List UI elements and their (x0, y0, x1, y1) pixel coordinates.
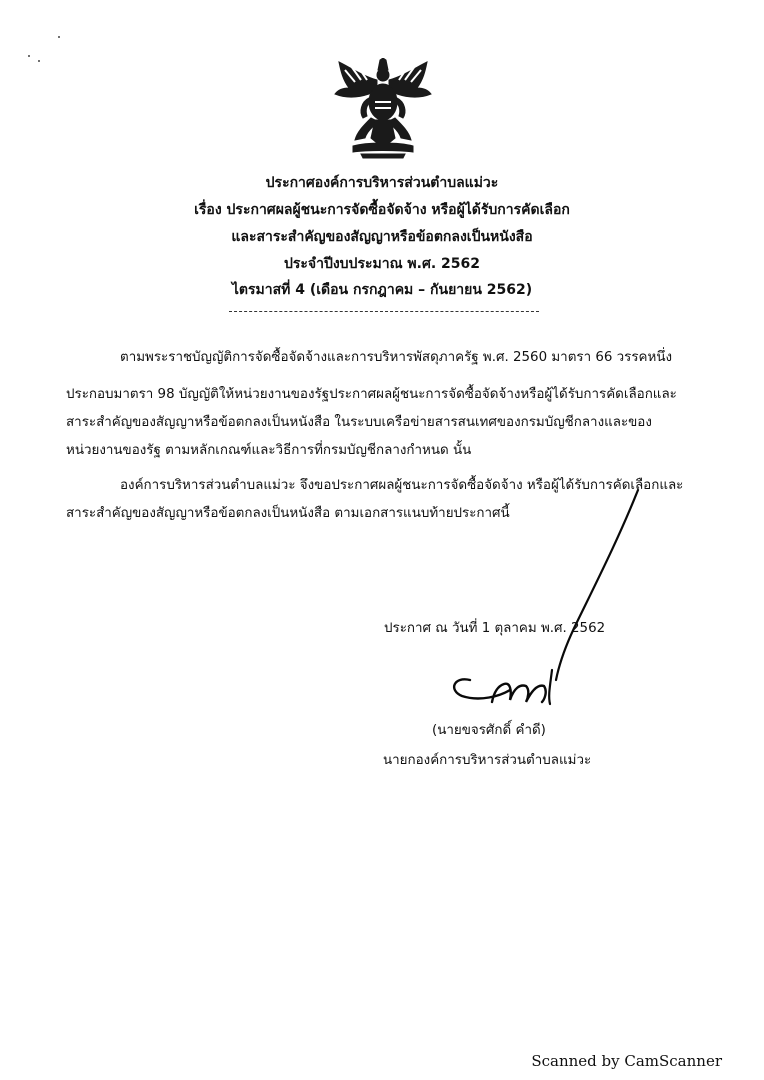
announcement-date: ประกาศ ณ วันที่ 1 ตุลาคม พ.ศ. 2562 (384, 621, 606, 636)
body-paragraph-1-line-3: สาระสำคัญของสัญญาหรือข้อตกลงเป็นหนังสือ ในระบบเครือข่ายสารสนเทศของกรมบัญชีกลางและของ (66, 415, 652, 430)
title-line-3: และสาระสำคัญของสัญญาหรือข้อตกลงเป็นหนังสือ (231, 229, 533, 245)
title-line-1: ประกาศองค์การบริหารส่วนตำบลแม่วะ (265, 175, 499, 191)
title-line-5: ไตรมาสที่ 4 (เดือน กรกฎาคม – กันยายน 2562) (231, 282, 533, 298)
scanner-watermark: Scanned by CamScanner (531, 1052, 722, 1070)
body-paragraph-1-line-4: หน่วยงานของรัฐ ตามหลักเกณฑ์และวิธีการที่กรมบัญชีกลางกำหนด นั้น (66, 443, 472, 458)
body-paragraph-2-line-2: สาระสำคัญของสัญญาหรือข้อตกลงเป็นหนังสือ ตามเอกสารแนบท้ายประกาศนี้ (66, 506, 510, 521)
body-paragraph-1-line-1: ตามพระราชบัญญัติการจัดซื้อจัดจ้างและการบริหารพัสดุภาครัฐ พ.ศ. 2560 มาตรา 66 วรรคหนึ่ง (120, 350, 673, 365)
signer-name: (นายขจรศักดิ์ คำดี) (432, 723, 546, 738)
scan-speck (58, 36, 60, 38)
handwritten-signature (440, 440, 640, 710)
garuda-emblem (333, 58, 433, 160)
body-paragraph-2-line-1: องค์การบริหารส่วนตำบลแม่วะ จึงขอประกาศผลผู้ชนะการจัดซื้อจัดจ้าง หรือผู้ได้รับการคัดเลือกและ (120, 478, 684, 493)
title-line-4: ประจำปีงบประมาณ พ.ศ. 2562 (283, 256, 481, 272)
signer-title: นายกองค์การบริหารส่วนตำบลแม่วะ (383, 753, 592, 768)
scan-speck (38, 60, 40, 62)
title-line-2: เรื่อง ประกาศผลผู้ชนะการจัดซื้อจัดจ้าง หรือผู้ได้รับการคัดเลือก (194, 202, 570, 218)
separator-line (229, 311, 539, 312)
scan-speck (28, 55, 30, 57)
body-paragraph-1-line-2: ประกอบมาตรา 98 บัญญัติให้หน่วยงานของรัฐประกาศผลผู้ชนะการจัดซื้อจัดจ้างหรือผู้ได้รับการคัดเลือกและ (66, 387, 677, 402)
